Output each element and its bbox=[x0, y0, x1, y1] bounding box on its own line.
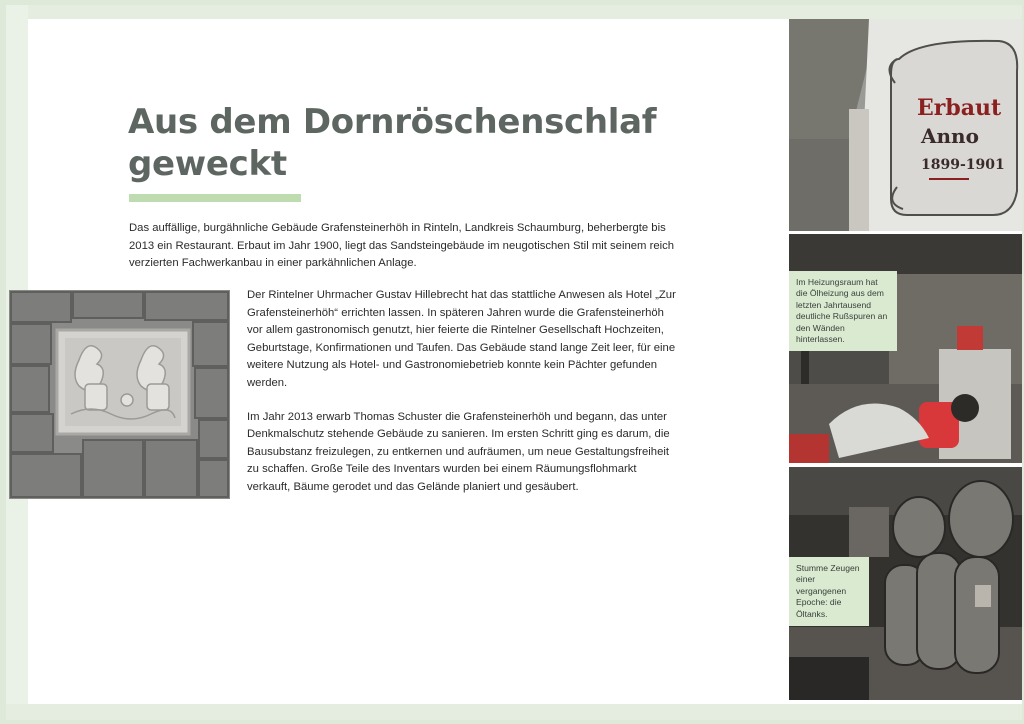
oil-tanks-caption: Stumme Zeugen einer vergangenen Epoche: die Öltanks. bbox=[789, 557, 869, 626]
plaque-text-years: 1899-1901 bbox=[921, 157, 1005, 173]
inscription-plaque-photo bbox=[789, 19, 1022, 231]
title-underline bbox=[129, 194, 301, 202]
bottom-margin-band bbox=[6, 704, 1022, 720]
title-line-1: Aus dem Dornröschenschlaf bbox=[128, 102, 657, 142]
stone-relief-photo bbox=[9, 290, 230, 499]
page bbox=[6, 5, 1022, 720]
top-margin-band bbox=[6, 5, 1022, 19]
plaque-text-erbaut: Erbaut bbox=[917, 95, 1002, 121]
body-column bbox=[247, 287, 677, 513]
intro-paragraph: Das auffällige, burgähnliche Gebäude Grafensteinerhöh in Rinteln, Landkreis Schaumburg, beherbergte bis 2013 ein Restaurant. Erbaut im Jahr 1900, liegt das Sandsteingebäude im neugotischen Stil mit seinem reich verzierten Fachwerkanbau in einer parkähnlichen Anlage. bbox=[129, 222, 675, 270]
page-title bbox=[128, 101, 708, 185]
body-paragraph-1: Der Rintelner Uhrmacher Gustav Hillebrecht hat das stattliche Anwesen als Hotel „Zur Grafensteinerhöh“ errichten lassen. In späteren Jahren wurde die Grafensteinerhöh vor allem gastronomisch genutzt, hier feierte die Rintelner Gesellschaft Hochzeiten, Geburtstage, Konfirmationen und Taufen. Das Gebäude stand lange Zeit leer, für eine weitere Nutzung als Hotel- und Gastronomiebetrieb konnte kein Pächter gefunden werden. bbox=[247, 289, 676, 389]
body-paragraph-2: Im Jahr 2013 erwarb Thomas Schuster die Grafensteinerhöh und begann, das unter Denkmalschutz stehende Gebäude zu sanieren. Im ersten Schritt ging es darum, die Bausubstanz freizulegen, zu entkernen und aufräumen, um neue Gestaltungsfreiheit zu schaffen. Große Teile des Inventars wurden bei einem Räumungsflohmarkt verkauft, Bäume gerodet und das Gelände planiert und gesäubert. bbox=[247, 410, 670, 493]
heating-room-caption: Im Heizungsraum hat die Ölheizung aus dem letzten Jahrtausend deutliche Rußspuren an den Wänden hinterlassen. bbox=[789, 271, 897, 351]
plaque-text-anno: Anno bbox=[921, 124, 979, 148]
title-line-2: geweckt bbox=[128, 144, 287, 184]
